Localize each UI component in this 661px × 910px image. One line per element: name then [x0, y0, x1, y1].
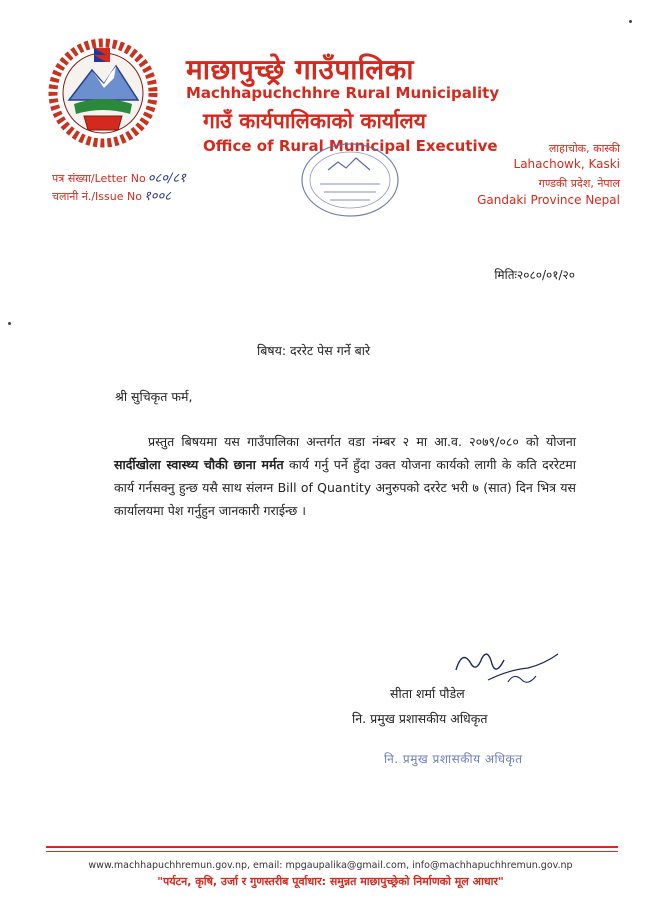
address-line2-english: Gandaki Province Nepal — [477, 193, 620, 207]
handwritten-signature — [448, 640, 568, 690]
scan-speck — [8, 322, 11, 325]
address-line1-english: Lahachowk, Kaski — [513, 157, 620, 171]
office-name-nepali: गाउँ कार्यपालिकाको कार्यालय — [203, 109, 426, 133]
signatory-title: नि. प्रमुख प्रशासकीय अधिकृत — [352, 711, 488, 726]
issue-number — [52, 186, 171, 204]
nepal-emblem-logo — [44, 38, 162, 148]
letter-number-label: पत्र संख्या/Letter No — [52, 172, 146, 185]
letter-date: मितिः२०८०/०१/२० — [494, 268, 575, 282]
scan-speck — [629, 20, 632, 23]
signatory-name: सीता शर्मा पौडेल — [390, 686, 465, 701]
recipient-salutation: श्री सुचिकृत फर्म, — [115, 389, 193, 404]
footer-contact: www.machhapuchhremun.gov.np, email: mpgaupalika@gmail.com, info@machhapuchhremun.gov.np — [88, 860, 573, 871]
office-seal-stamp — [298, 140, 402, 220]
office-name-english: Office of Rural Municipal Executive — [203, 137, 498, 155]
body-part1: प्रस्तुत बिषयमा यस गाउँपालिका अन्तर्गत वडा नंम्बर २ मा आ.व. २०७९/०८० को योजना — [148, 434, 576, 449]
address-line2-nepali: गण्डकी प्रदेश, नेपाल — [538, 177, 620, 190]
address-line1-nepali: लाहाचोक, कास्की — [548, 142, 620, 155]
municipality-name-nepali: माछापुच्छ्रे गाउँपालिका — [186, 53, 414, 86]
footer-rule-top — [46, 846, 618, 848]
letter-subject: बिषय: दररेट पेस गर्ने बारे — [257, 343, 371, 358]
letter-body — [114, 430, 576, 522]
letter-number — [52, 168, 186, 186]
designation-stamp: नि. प्रमुख प्रशासकीय अधिकृत — [384, 752, 523, 766]
municipality-name-english: Machhapuchchhre Rural Municipality — [186, 84, 500, 102]
project-name: सार्दीखोला स्वास्थ्य चौकी छाना मर्मत — [114, 457, 284, 472]
footer-rule-bottom — [46, 851, 618, 852]
body-part2: कार्य गर्नु पर्ने हुँदा उक्त योजना कार्यको लागी के कति दररेटमा कार्य गर्नसक्नु हुन्छ यसै साथ संलग्न Bill of Quantity अनुरुपको दररेट भरी ७ (सात) दिन भित्र यस कार्यालयमा पेश गर्नुहुन जानकारी गराईन्छ । — [114, 457, 576, 518]
issue-number-value: १००८ — [143, 189, 171, 204]
letter-number-value: ०८०/८१ — [147, 171, 186, 186]
issue-number-label: चलानी नं./Issue No — [52, 190, 142, 203]
footer-motto: "पर्यटन, कृषि, उर्जा र गुणस्तरीब पूर्वाधार: समुन्नत माछापुच्छ्रेको निर्माणको मूल आधार" — [157, 875, 504, 888]
